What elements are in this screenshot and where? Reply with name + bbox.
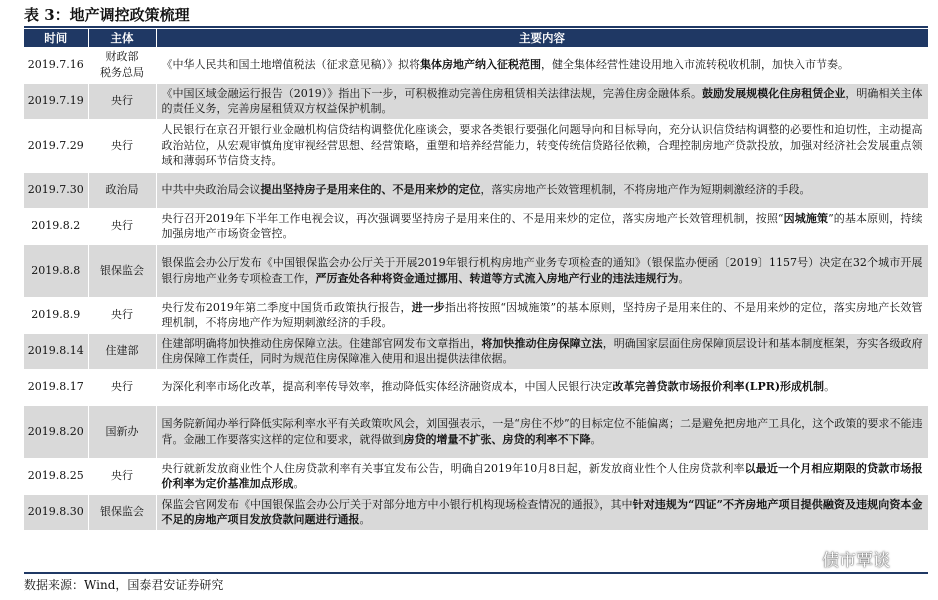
content-text: 央行发布2019年第二季度中国货币政策执行报告， (161, 300, 412, 314)
content-text: ，落实房地产长效管理机制，不将房地产作为短期刺激经济的手段。 (480, 183, 811, 197)
row-content (156, 458, 928, 494)
row-content (156, 47, 928, 83)
content-text: 住建部明确将加快推动住房保障立法。住建部官网发布文章指出， (161, 336, 482, 350)
content-text: 央行召开2019年下半年工作电视会议，再次强调要坚持房子是用来住的、不是用来炒的定位，落实房地产长效管理机制，按照“ (161, 211, 784, 225)
row-subject: 住建部 (88, 333, 156, 369)
header-subject: 主体 (88, 29, 156, 47)
content-text: 为深化利率市场化改革，提高利率传导效率，推动降低实体经济融资成本，中国人民银行决定 (161, 380, 613, 394)
table-row (24, 172, 928, 208)
watermark-text: 债市覃谈 (822, 550, 890, 571)
table-row (24, 333, 928, 369)
content-text: 。 (824, 380, 836, 394)
policy-table (24, 29, 929, 531)
row-content (156, 208, 928, 244)
row-subject: 银保监会 (88, 494, 156, 530)
wechat-icon (790, 547, 816, 569)
content-text: 《中华人民共和国土地增值税法（征求意见稿）》拟将 (161, 58, 420, 71)
content-emphasis: 针对违规为“四证”不齐房地产项目提供融资及违规向资本金不足的房地产项目发放贷款问题进行通报 (161, 497, 923, 526)
content-text: ，健全集体经营性建设用地入市流转税收机制，加快入市节奏。 (541, 58, 849, 71)
table-row (24, 297, 928, 333)
row-subject: 财政部 税务总局 (88, 47, 156, 83)
content-emphasis: 改革完善贷款市场报价利率(LPR)形成机制 (612, 380, 825, 394)
table-title: 表 3：地产调控政策梳理 (24, 6, 190, 24)
table-row (24, 405, 928, 458)
row-content (156, 494, 928, 530)
content-text: 。 (359, 513, 371, 526)
row-subject: 央行 (88, 119, 156, 172)
content-text: ”的基本原则，持续加强房地产市场资金管控。 (161, 211, 923, 240)
content-text: 。 (590, 432, 602, 446)
content-emphasis: 以最近一个月相应期限的贷款市场报价利率为定价基准加点形成 (161, 461, 923, 490)
row-subject: 央行 (88, 458, 156, 494)
content-text: 中共中央政治局会议 (161, 183, 261, 197)
content-emphasis: 鼓励发展规模化住房租赁企业 (702, 86, 846, 100)
table-body (24, 47, 928, 530)
table-row (24, 119, 928, 172)
row-subject: 央行 (88, 297, 156, 333)
table-row (24, 244, 928, 297)
row-subject: 银保监会 (88, 244, 156, 297)
row-subject: 央行 (88, 208, 156, 244)
row-date: 2019.8.8 (24, 244, 88, 297)
content-emphasis: 房贷的增量不扩张、房贷的利率不下降 (403, 432, 591, 446)
content-text: 银保监会办公厅发布《中国银保监会办公厅关于开展2019年银行机构房地产业务专项检查的通知》（银保监办便函〔2019〕1157号）决定在32个城市开展银行房地产业务专项检查工作， (161, 256, 923, 285)
table-row (24, 369, 928, 405)
table-row (24, 494, 928, 530)
content-emphasis: 集体房地产纳入征税范围 (420, 58, 541, 71)
source-note: 数据来源：Wind，国泰君安证券研究 (24, 578, 224, 592)
row-content (156, 83, 928, 119)
row-content (156, 405, 928, 458)
row-date: 2019.7.16 (24, 47, 88, 83)
table-header-row (24, 29, 928, 47)
table-row (24, 208, 928, 244)
header-content: 主要内容 (156, 29, 928, 47)
row-content (156, 172, 928, 208)
row-content (156, 333, 928, 369)
row-subject: 国新办 (88, 405, 156, 458)
content-emphasis: 因城施策 (783, 211, 829, 225)
content-emphasis: 严厉查处各种将资金通过挪用、转道等方式流入房地产行业的违法违规行为 (315, 271, 679, 285)
row-date: 2019.8.9 (24, 297, 88, 333)
content-text: ，明确相关主体的责任义务，完善房屋租赁双方权益保护机制。 (161, 86, 923, 115)
header-date: 时间 (24, 29, 88, 47)
watermark (790, 544, 890, 572)
row-date: 2019.7.19 (24, 83, 88, 119)
row-content (156, 244, 928, 297)
content-text: 保监会官网发布《中国银保监会办公厅关于对部分地方中小银行机构现场检查情况的通报》，其中 (161, 497, 633, 511)
row-date: 2019.8.14 (24, 333, 88, 369)
content-text: ，明确国家层面住房保障顶层设计和基本制度框架，夯实各级政府住房保障工作责任，同时为规范住房保障准入使用和退出提供法律依据。 (161, 336, 923, 365)
content-text: 国务院新闻办举行降低实际利率水平有关政策吹风会，刘国强表示，一是“房住不炒”的目标定位不能偏离；二是避免把房地产工具化，这个政策的要求不能违背。金融工作要落实这样的定位和要求，就得做到 (161, 417, 923, 446)
row-content (156, 369, 928, 405)
row-subject: 央行 (88, 369, 156, 405)
row-date: 2019.8.2 (24, 208, 88, 244)
table-row (24, 47, 928, 83)
content-emphasis: 进一步 (411, 300, 445, 314)
row-subject: 政治局 (88, 172, 156, 208)
table-row (24, 458, 928, 494)
content-text: 指出将按照“因城施策”的基本原则，坚持房子是用来住的、不是用来炒的定位，落实房地产长效管理机制，不将房地产作为短期刺激经济的手段。 (161, 300, 923, 329)
row-content (156, 119, 928, 172)
content-text: 。 (678, 271, 690, 285)
row-subject: 央行 (88, 83, 156, 119)
top-rule (24, 26, 928, 28)
row-date: 2019.8.20 (24, 405, 88, 458)
content-text: 。 (293, 477, 305, 490)
row-date: 2019.8.30 (24, 494, 88, 530)
row-content (156, 297, 928, 333)
row-date: 2019.8.17 (24, 369, 88, 405)
content-emphasis: 提出坚持房子是用来住的、不是用来炒的定位 (260, 183, 481, 197)
row-date: 2019.7.30 (24, 172, 88, 208)
content-text: 《中国区域金融运行报告（2019）》指出下一步，可积极推动完善住房租赁相关法律法规，完善住房金融体系。 (161, 86, 703, 100)
row-date: 2019.7.29 (24, 119, 88, 172)
content-text: 央行就新发放商业性个人住房贷款利率有关事宜发布公告，明确自2019年10月8日起，新发放商业性个人住房贷款利率 (161, 461, 745, 475)
content-emphasis: 将加快推动住房保障立法 (481, 336, 603, 350)
table-row (24, 83, 928, 119)
row-date: 2019.8.25 (24, 458, 88, 494)
content-text: 人民银行在京召开银行业金融机构信贷结构调整优化座谈会，要求各类银行要强化问题导向和目标导向，充分认识信贷结构调整的必要性和迫切性，主动提高政治站位，从宏观审慎角度审视经营思想、经营策略，重塑和培养经营能力，转变传统信贷路径依赖，合理控制房地产贷款投放，加强对经济社会发展重点领域和薄弱环节信贷支持。 (161, 123, 923, 168)
bottom-rule (24, 572, 928, 574)
